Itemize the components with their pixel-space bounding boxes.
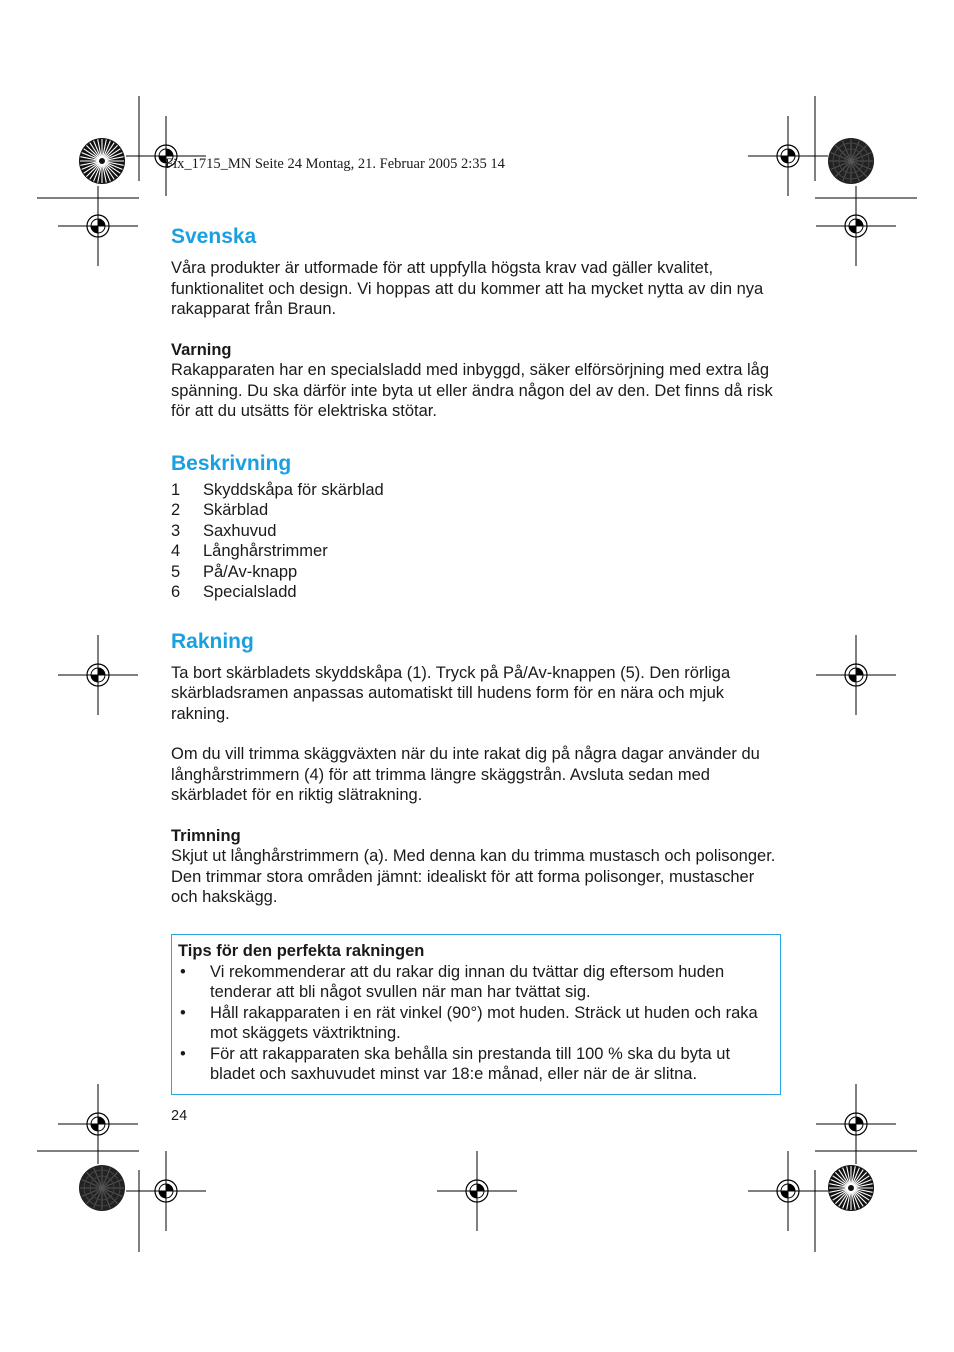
tips-title: Tips för den perfekta rakningen — [178, 942, 425, 960]
list-item: 6 Specialsladd — [171, 583, 297, 601]
shaving-paragraph-1: Ta bort skärbladets skyddskåpa (1). Tryck på På/Av-knappen (5). Den rörliga skärbladsramen anpassas automatiskt till hudens form för en nära och mjuk rakning. — [171, 663, 731, 723]
intro-paragraph: Våra produkter är utformade för att uppfylla högsta krav vad gäller kvalitet, funktionalitet och design. Vi hoppas att du kommer att ha mycket nytta av din nya rakapparat från Braun. — [171, 259, 764, 318]
list-item: • Håll rakapparaten i en rät vinkel (90°) mot huden. Sträck ut huden och raka mot skäggets växtriktning. — [180, 1003, 758, 1042]
list-item: 1 Skyddskåpa för skärblad — [171, 480, 384, 499]
trimming-heading: Trimning — [171, 826, 241, 845]
list-item: • För att rakapparaten ska behålla sin prestanda till 100 % ska du byta ut bladet och saxhuvudet minst var 18:e månad, eller när de är slitna. — [180, 1044, 731, 1083]
page-number: 24 — [171, 1108, 188, 1124]
shaving-paragraph-2: Om du vill trimma skäggväxten när du inte rakat dig på några dagar använder du långhårstrimmern (4) för att trimma längre skäggstrån. Avsluta sedan med skärbladet för en riktig slätrakning. — [171, 745, 760, 804]
list-item: 4 Långhårstrimmer — [171, 542, 328, 560]
bullet-icon: • — [180, 1044, 186, 1063]
section-title-svenska: Svenska — [171, 225, 257, 248]
list-item: • Vi rekommenderar att du rakar dig innan du tvättar dig eftersom huden tenderar att bli något svullen när man har tvättat sig. — [180, 962, 725, 1001]
tips-list — [178, 962, 770, 1085]
tips-box — [171, 934, 781, 1095]
bullet-icon: • — [180, 962, 186, 981]
section-title-rakning: Rakning — [171, 629, 254, 653]
page-content — [171, 224, 783, 908]
list-item: 5 På/Av-knapp — [171, 562, 298, 581]
bullet-icon: • — [180, 1003, 186, 1022]
trimming-paragraph: Skjut ut långhårstrimmern (a). Med denna kan du trimma mustasch och polisonger. Den trimmar stora områden jämnt: idealiskt för att forma polisonger, mustascher och hakskägg. — [171, 847, 776, 906]
list-item: 3 Saxhuvud — [171, 521, 277, 540]
warning-paragraph: Rakapparaten har en specialsladd med inbyggd, säker elförsörjning med extra låg spänning. Du ska därför inte byta ut eller ändra någon del av den. Det finns då risk för att du utsätts för elektriska stötar. — [171, 361, 773, 420]
list-item: 2 Skärblad — [171, 501, 269, 519]
print-slug: Fix_1715_MN Seite 24 Montag, 21. Februar 2005 2:35 14 — [165, 156, 505, 172]
section-title-beskrivning: Beskrivning — [171, 451, 292, 475]
parts-list — [171, 480, 783, 603]
warning-heading: Varning — [171, 340, 232, 359]
